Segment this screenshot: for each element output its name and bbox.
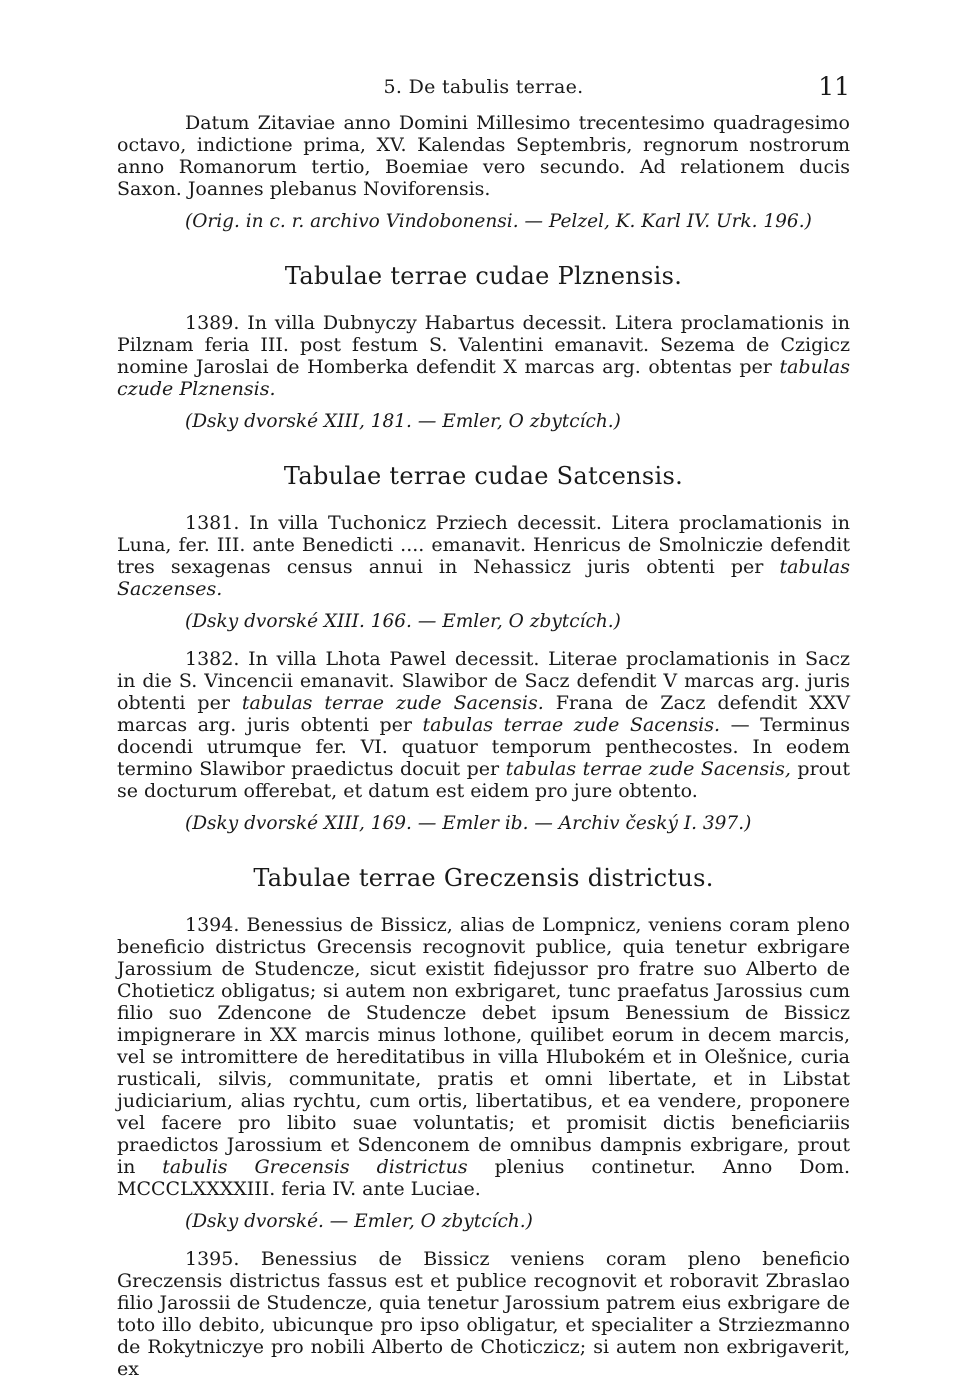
intro-source-citation: (Orig. in c. r. archivo Vindobonensi. — Pelzel, K. Karl IV. Urk. 196.) [185, 211, 812, 232]
entry-italic-reference: tabulas czude Plznensis. [117, 356, 850, 400]
spacer [117, 1234, 850, 1248]
entry-text: plenius continetur. Anno Dom. MCCCLXXXXIII. feria IV. ante Luciae. [117, 1156, 850, 1200]
entry-text: Frana de Zacz defendit XXV marcas arg. juris obtenti per [117, 692, 851, 736]
entry-text: prout se docturum offerebat, et datum est eidem pro jure obtento. [117, 758, 850, 802]
entry-text: — Terminus docendi utrumque fer. VI. quatuor temporum penthecostes. In eodem termino Slawibor praedictus docuit per [117, 714, 850, 780]
section-heading-greczensis: Tabulae terrae Greczensis districtus. [253, 864, 714, 892]
entry-1394 [117, 914, 850, 1200]
entry-italic-reference: tabulas terrae zude Sacensis, [505, 758, 791, 780]
section-heading-satcensis: Tabulae terrae cudae Satcensis. [283, 462, 684, 490]
entry-1382 [117, 648, 850, 802]
spacer [117, 634, 850, 648]
entry-text: Benessius de Bissicz, alias de Lompnicz, veniens coram pleno beneficio districtus Grecensis recognovit publice, quia tenetur exbrigare Jarossium de Studencze, sicut existit fidejussor pro fratre suo Alberto de Chotieticz obligatus; si autem non exbrigaret, tunc praefatus Jarossius cum filio suo Zdencone de Studencze debet ipsum Benessium de Bissicz impignerare in XX marcis minus lothone, quilibet eorum in decem marcis, vel se intromittere de hereditatibus in villa Hlubokém et in Olešnice, curia rusticali, silvis, communitate, pratis et omni libertate, et in Libstat judiciarium, alias rychtu, cum ortis, libertatibus, et ea vendere, proponere vel facere pro libito suae voluntatis; et promisit dictis beneficiariis praedictos Jarossium et Sdenconem de omnibus dampnis exbrigare, prout in [117, 914, 850, 1178]
running-header [117, 72, 850, 112]
entry-text: In villa Dubnyczy Habartus decessit. Litera proclamationis in Pilznam feria III. post festum S. Valentini emanavit. Sezema de Czigicz nomine Jaroslai de Homberka defendit X marcas arg. obtentas per [117, 312, 850, 378]
intro-paragraph: Datum Zitaviae anno Domini Millesimo trecentesimo quadragesimo octavo, indictione prima, XV. Kalendas Septembris, regnorum nostrorum anno Romanorum tertio, Boemiae vero secundo. Ad relationem ducis Saxon. Joannes plebanus Noviforensis. [117, 112, 850, 200]
entry-italic-reference: tabulas Saczenses. [117, 556, 850, 600]
entry-year: 1381. [185, 512, 240, 534]
entry-1381 [117, 512, 850, 600]
entry-text: In villa Lhota Pawel decessit. Literae proclamationis in Sacz in die S. Vincencii emanavit. Slawibor de Sacz defendit V marcas arg. juris obtenti per [117, 648, 850, 714]
entry-year: 1389. [185, 312, 240, 334]
running-title: 5. De tabulis terrae. [383, 76, 584, 98]
entry-year: 1395. [185, 1248, 240, 1270]
entry-italic-reference: tabulis Grecensis districtus [162, 1156, 468, 1178]
entry-year: 1382. [185, 648, 240, 670]
entry-1389 [117, 312, 850, 400]
entry-1389-source: (Dsky dvorské XIII, 181. — Emler, O zbytcích.) [185, 411, 621, 432]
entry-text: In villa Tuchonicz Prziech decessit. Litera proclamationis in Luna, fer. III. ante Benedicti .... emanavit. Henricus de Smolniczie defendit tres sexagenas census annui in Nehassicz juris obtenti per [117, 512, 850, 578]
entry-1382-source: (Dsky dvorské XIII, 169. — Emler ib. — Archiv český I. 397.) [185, 813, 752, 834]
page-number: 11 [818, 72, 850, 101]
entry-year: 1394. [185, 914, 240, 936]
entry-italic-reference: tabulas terrae zude Sacensis. [422, 714, 721, 736]
entry-1394-source: (Dsky dvorské. — Emler, O zbytcích.) [185, 1211, 533, 1232]
section-heading-plznensis: Tabulae terrae cudae Plznensis. [284, 262, 683, 290]
entry-1395 [117, 1248, 850, 1380]
entry-1381-source: (Dsky dvorské XIII. 166. — Emler, O zbytcích.) [185, 611, 621, 632]
entry-text: Benessius de Bissicz veniens coram pleno beneficio Greczensis districtus fassus est et publice recognovit et roboravit Zbraslao filio Jarossii de Studencze, quia tenetur Jarossium patrem eius exbrigare de toto illo debito, ubicunque pro ipso obligatur, et specialiter a Strziezmanno de Rokytniczye pro nobili Alberto de Choticzicz; si autem non exbrigaverit, ex [117, 1248, 850, 1380]
entry-italic-reference: tabulas terrae zude Sacensis. [241, 692, 544, 714]
